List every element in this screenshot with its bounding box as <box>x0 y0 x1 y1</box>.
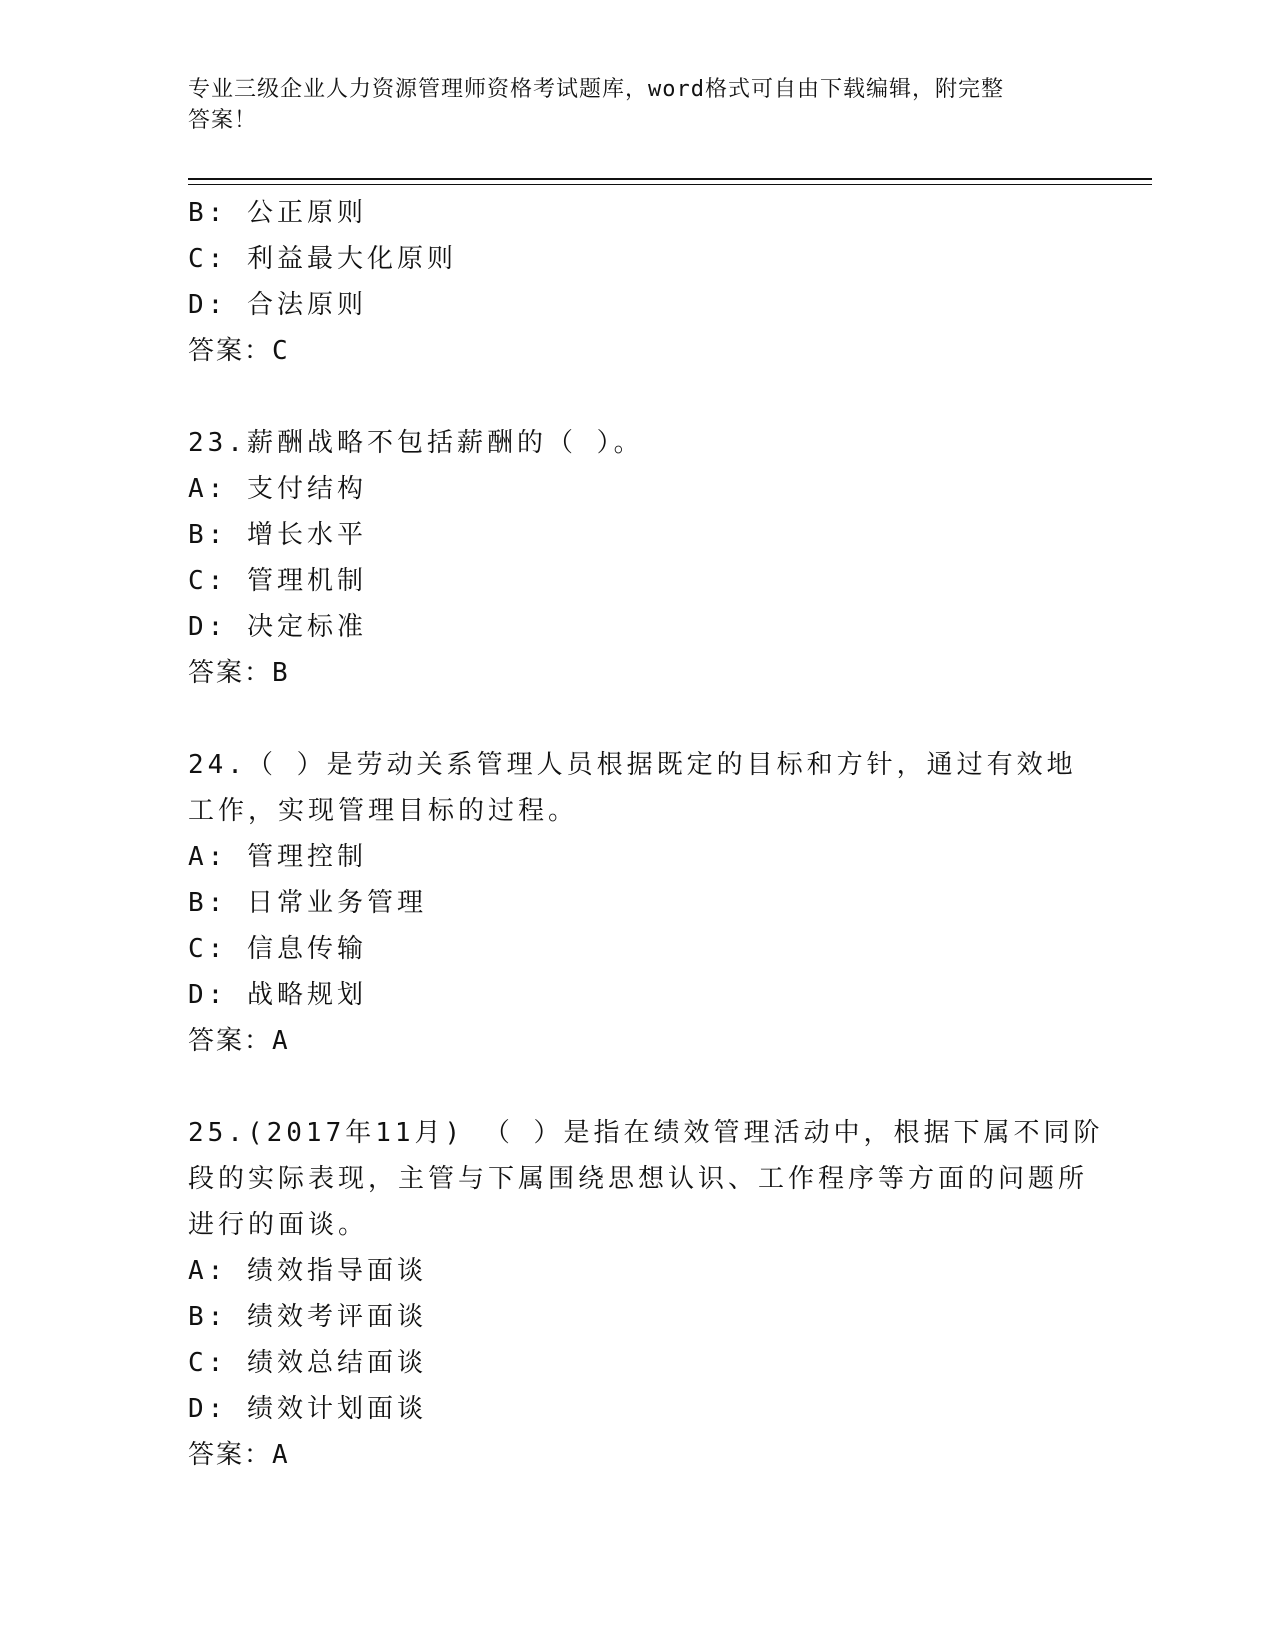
question-25 <box>188 1110 1104 1478</box>
option-c: C: 绩效总结面谈 <box>188 1348 427 1378</box>
question-23 <box>188 420 1088 696</box>
option-b: B: 公正原则 <box>188 198 367 228</box>
option-d: D: 决定标准 <box>188 612 367 642</box>
option-d: D: 合法原则 <box>188 290 367 320</box>
question-text-line-1: 24.（ ）是劳动关系管理人员根据既定的目标和方针，通过有效地 <box>188 750 1077 780</box>
header-rule-thin <box>188 184 1152 185</box>
question-text-line-3: 进行的面谈。 <box>188 1210 369 1240</box>
option-c: C: 利益最大化原则 <box>188 244 457 274</box>
question-text-line-2: 工作，实现管理目标的过程。 <box>188 796 579 826</box>
question-text: 23.薪酬战略不包括薪酬的（ ）。 <box>188 428 644 458</box>
question-text-line-2: 段的实际表现，主管与下属围绕思想认识、工作程序等方面的问题所 <box>188 1164 1089 1194</box>
question-list <box>188 190 1104 1478</box>
question-22 <box>188 190 1088 374</box>
header-line-2: 答案！ <box>188 108 258 133</box>
header-line-1: 专业三级企业人力资源管理师资格考试题库，word格式可自由下载编辑，附完整 <box>188 77 1004 102</box>
option-a: A: 支付结构 <box>188 474 367 504</box>
spacer <box>188 1064 1088 1110</box>
spacer <box>188 696 1088 742</box>
option-d: D: 战略规划 <box>188 980 367 1010</box>
answer: 答案：B <box>188 658 290 688</box>
answer: 答案：C <box>188 336 290 366</box>
question-24 <box>188 742 1088 1064</box>
header-rule-thick <box>188 178 1152 180</box>
answer: 答案：A <box>188 1026 290 1056</box>
page-header <box>188 74 1068 136</box>
option-a: A: 绩效指导面谈 <box>188 1256 427 1286</box>
option-b: B: 日常业务管理 <box>188 888 427 918</box>
option-d: D: 绩效计划面谈 <box>188 1394 427 1424</box>
spacer <box>188 374 1088 420</box>
answer: 答案：A <box>188 1440 290 1470</box>
option-b: B: 增长水平 <box>188 520 367 550</box>
option-c: C: 信息传输 <box>188 934 367 964</box>
question-text-line-1: 25.(2017年11月) （ ）是指在绩效管理活动中，根据下属不同阶 <box>188 1118 1104 1148</box>
option-a: A: 管理控制 <box>188 842 367 872</box>
option-c: C: 管理机制 <box>188 566 367 596</box>
option-b: B: 绩效考评面谈 <box>188 1302 427 1332</box>
